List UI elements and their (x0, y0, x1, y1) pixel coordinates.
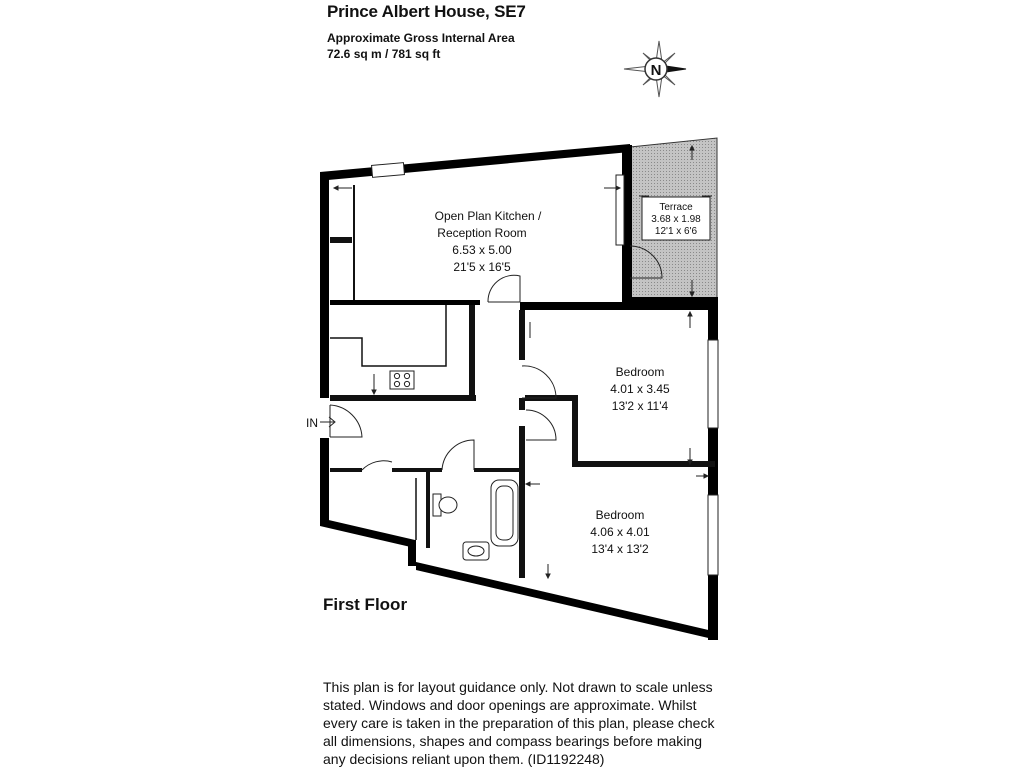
disclaimer-line: stated. Windows and door openings are approximate. Whilst (323, 697, 697, 713)
disclaimer-line: This plan is for layout guidance only. Not drawn to scale unless (323, 679, 713, 695)
disclaimer (323, 678, 723, 768)
bathroom-fixtures (433, 480, 518, 560)
page-title: Prince Albert House, SE7 (327, 2, 526, 21)
kitchen-metric: 6.53 x 5.00 (452, 243, 512, 257)
disclaimer-line: any decisions reliant upon them. (ID1192248) (323, 751, 605, 767)
entrance-label: IN (306, 416, 318, 430)
gross-area-label: Approximate Gross Internal Area (327, 31, 515, 45)
kitchen-name-line1: Open Plan Kitchen / (434, 209, 542, 223)
compass-icon (624, 41, 686, 97)
bedroom2-name: Bedroom (595, 508, 645, 522)
kitchen-imperial: 21'5 x 16'5 (453, 260, 511, 274)
terrace-name: Terrace (659, 202, 693, 213)
disclaimer-line: every care is taken in the preparation of this plan, please check (323, 715, 715, 731)
bedroom2-metric: 4.06 x 4.01 (590, 525, 650, 539)
floor-label: First Floor (323, 595, 408, 614)
bedroom1-metric: 4.01 x 3.45 (610, 382, 670, 396)
compass-north-label: N (650, 62, 662, 79)
doors (330, 246, 662, 470)
bedroom2-imperial: 13'4 x 13'2 (591, 542, 649, 556)
kitchen-name-line2: Reception Room (437, 226, 527, 240)
bedroom1-imperial: 13'2 x 11'4 (611, 399, 669, 413)
entrance-arrow-icon (320, 417, 335, 427)
gross-area-value: 72.6 sq m / 781 sq ft (327, 47, 441, 61)
kitchen-units (390, 371, 414, 389)
terrace-metric: 3.68 x 1.98 (651, 214, 701, 225)
disclaimer-line: all dimensions, shapes and compass bearings before making (323, 733, 702, 749)
terrace-imperial: 12'1 x 6'6 (654, 226, 698, 237)
bedroom1-name: Bedroom (615, 365, 665, 379)
